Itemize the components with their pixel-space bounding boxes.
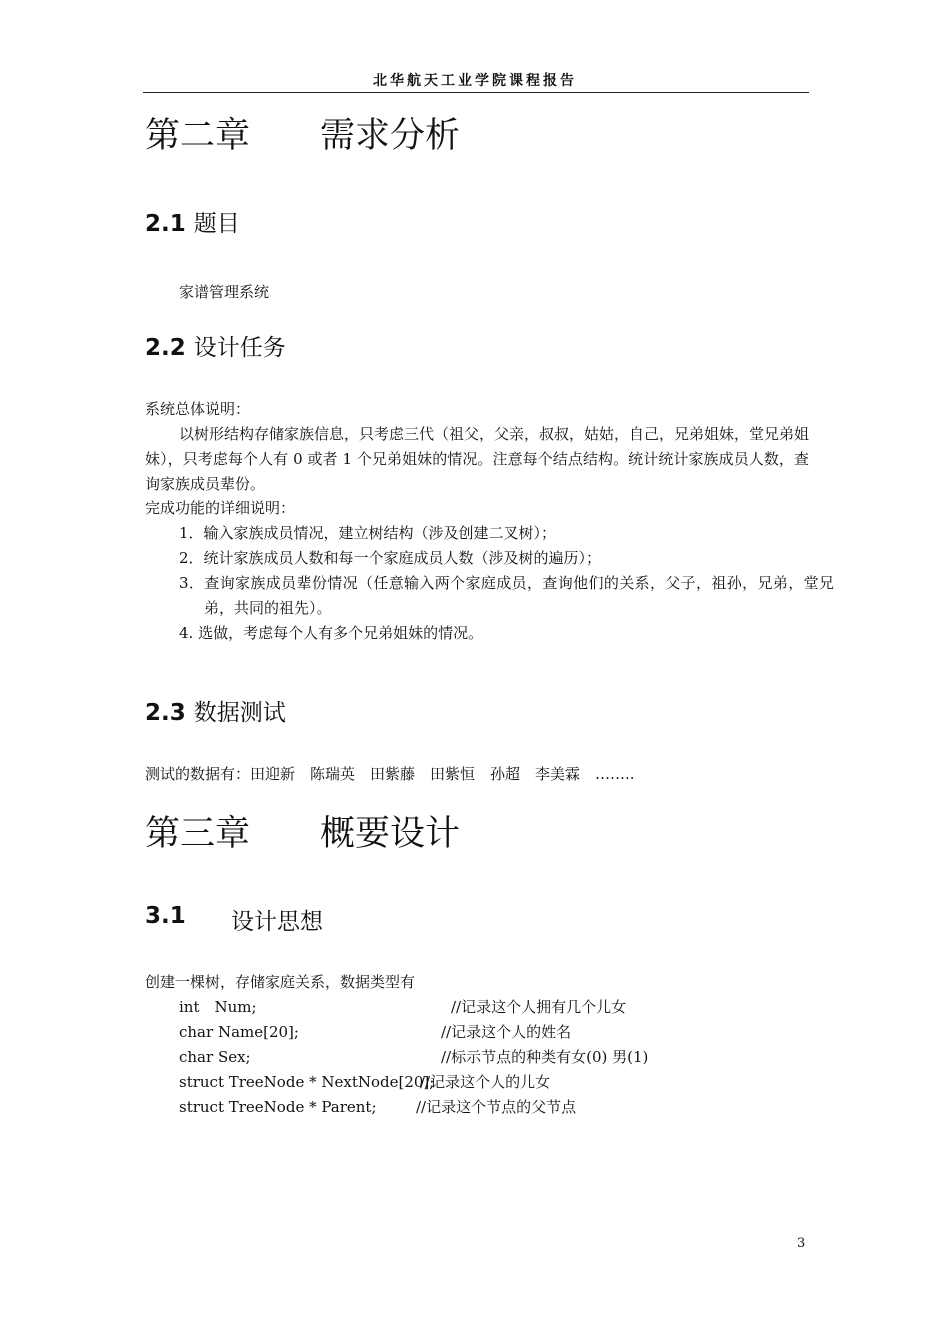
code-comment: //标示节点的种类有女(0) 男(1) bbox=[441, 1048, 649, 1066]
feature-text: 查询家族成员辈份情况（任意输入两个家庭成员，查询他们的关系，父子，祖孙，兄弟，堂兄弟，共同的祖先）。 bbox=[204, 574, 834, 617]
code-comment: //记录这个节点的父节点 bbox=[416, 1098, 577, 1116]
feature-text: 输入家族成员情况，建立树结构（涉及创建二叉树）； bbox=[203, 524, 557, 542]
code-comment: //记录这个人的儿女 bbox=[420, 1073, 551, 1091]
features-label: 完成功能的详细说明： bbox=[145, 499, 296, 517]
section-3-1-number: 3.1 bbox=[145, 903, 186, 929]
code-declaration: struct TreeNode * NextNode[20]; bbox=[179, 1073, 435, 1091]
code-declaration: struct TreeNode * Parent; bbox=[179, 1098, 377, 1116]
chapter-3-number: 第三章 bbox=[145, 814, 251, 854]
section-2-1-heading bbox=[145, 205, 240, 238]
section-2-2-heading bbox=[145, 329, 286, 362]
chapter-2-number: 第二章 bbox=[145, 116, 251, 156]
section-2-1-body: 家谱管理系统 bbox=[179, 283, 270, 301]
feature-item bbox=[179, 546, 601, 571]
code-declaration: char Sex; bbox=[179, 1048, 251, 1066]
code-declaration: char Name[20]; bbox=[179, 1023, 299, 1041]
feature-number: 3． bbox=[179, 574, 205, 592]
section-3-1-intro: 创建一棵树，存储家庭关系，数据类型有 bbox=[145, 973, 416, 991]
code-comment: //记录这个人的姓名 bbox=[441, 1023, 572, 1041]
feature-text: 统计家族成员人数和每一个家庭成员人数（涉及树的遍历）； bbox=[203, 549, 602, 567]
section-2-3-title: 数据测试 bbox=[193, 700, 286, 726]
feature-item bbox=[179, 521, 556, 546]
code-comment: //记录这个人拥有几个儿女 bbox=[451, 998, 627, 1016]
feature-text: 选做，考虑每个人有多个兄弟姐妹的情况。 bbox=[198, 624, 484, 642]
overview-label: 系统总体说明： bbox=[145, 400, 251, 418]
page-number: 3 bbox=[797, 1236, 806, 1251]
page-header-title: 北华航天工业学院课程报告 bbox=[373, 73, 577, 89]
section-3-1-title: 设计思想 bbox=[231, 909, 323, 935]
feature-item bbox=[179, 621, 483, 646]
section-2-2-number: 2.2 bbox=[145, 335, 186, 361]
section-2-2-title: 设计任务 bbox=[193, 335, 286, 361]
section-2-3-heading bbox=[145, 694, 286, 727]
section-2-1-number: 2.1 bbox=[145, 211, 186, 237]
code-declaration: int Num; bbox=[179, 998, 257, 1016]
chapter-2-title: 需求分析 bbox=[320, 116, 461, 156]
feature-item bbox=[179, 571, 834, 621]
section-2-3-number: 2.3 bbox=[145, 700, 186, 726]
section-2-3-body: 测试的数据有：田迎新 陈瑞英 田紫藤 田紫恒 孙超 李美霖 …….. bbox=[145, 765, 635, 783]
chapter-3-title: 概要设计 bbox=[320, 814, 461, 854]
section-2-1-title: 题目 bbox=[193, 211, 240, 237]
feature-number: 1． bbox=[179, 524, 204, 542]
feature-number: 2． bbox=[179, 549, 204, 567]
feature-number: 4. bbox=[179, 624, 194, 642]
overview-paragraph: 以树形结构存储家族信息，只考虑三代（祖父，父亲，叔叔，姑姑，自己，兄弟姐妹，堂兄弟姐妹），只考虑每个人有 0 或者 1 个兄弟姐妹的情况。注意每个结点结构。统计统计家族成员人数，查询家族成员辈份。 bbox=[145, 425, 810, 493]
header-divider bbox=[143, 92, 809, 93]
